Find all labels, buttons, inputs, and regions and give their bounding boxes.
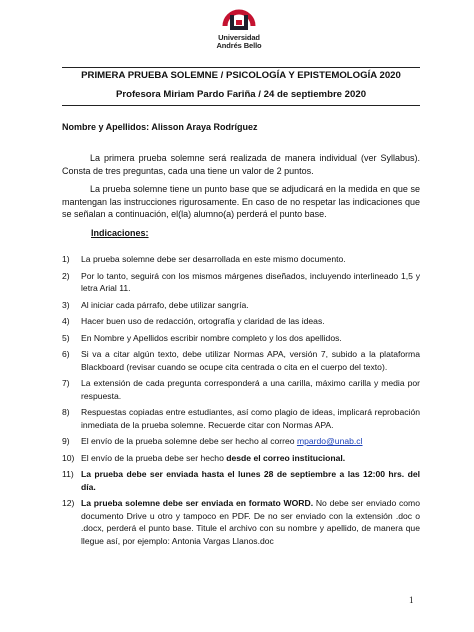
intro-paragraph-2: La prueba solemne tiene un punto base que se adjudicará en la medida en que se mantengan las instrucciones rigurosamente. En caso de no respetar las indicaciones que se señalan a continuación, el(la) alumno(a) perderá el punto base. [62,184,420,219]
list-item [62,332,420,345]
indicaciones-heading [91,228,149,238]
item-number: 5) [62,332,70,343]
item-number: 9) [62,436,70,446]
item-number: 6) [62,349,70,359]
university-logo [206,4,272,54]
list-item [62,377,420,402]
list-item [62,315,420,328]
list-item [62,406,420,431]
unab-shield-icon [221,4,257,34]
email-link[interactable]: mpardo@unab.cl [296,436,363,446]
document-subtitle: Profesora Miriam Pardo Fariña / 24 de septiembre 2020 [115,89,367,100]
indicaciones-title: Indicaciones [91,228,146,238]
list-item [62,299,420,312]
item-text: Hacer buen uso de redacción, ortografía y claridad de las ideas. [81,316,325,326]
item-number: 4) [62,316,70,326]
item-number: 10) [62,452,75,463]
header-bottom-rule [62,105,420,106]
logo-line-1: Universidad [218,33,260,42]
list-item [62,452,420,465]
item-bold-text: desde el correo institucional. [226,452,346,463]
list-item [62,253,420,266]
item-text: Por lo tanto, seguirá con los mismos márgenes diseñados, incluyendo interlineado 1,5 y letra Arial 11. [81,270,420,293]
document-title: PRIMERA PRUEBA SOLEMNE / PSICOLOGÍA Y EPISTEMOLOGÍA 2020 [81,70,401,81]
list-item [62,270,420,295]
list-item [62,348,420,373]
item-number: 7) [62,378,70,388]
item-text: El envío de la prueba solemne debe ser hecho al correo [81,436,297,446]
logo-line-2: Andrés Bello [216,41,262,50]
indicaciones-list [62,253,420,551]
item-bold-text: La prueba solemne debe ser enviada en formato WORD. [81,498,314,508]
item-text: Si va a citar algún texto, debe utilizar Normas APA, versión 7, subido a la plataforma Blackboard (revisar cuando se ocupe cita centrada o cita en el cuerpo del texto). [81,349,420,372]
list-item [62,497,420,547]
item-number: 2) [62,270,70,281]
item-number: 11) [62,469,74,479]
item-text: El envío de la prueba debe ser hecho [81,452,227,463]
indicaciones-colon: : [145,228,149,238]
item-number: 3) [62,299,70,310]
student-name: Nombre y Apellidos: Alisson Araya Rodríguez [62,122,258,132]
item-text: Respuestas copiadas entre estudiantes, así como plagio de ideas, implicará reprobación inmediata de la prueba solemne. Recuerde citar con Normas APA. [81,407,420,430]
page-number: 1 [409,595,414,605]
item-number: 1) [62,254,70,264]
list-item [62,468,420,493]
item-text: En Nombre y Apellidos escribir nombre completo y los dos apellidos. [81,332,342,343]
header-top-rule [62,67,420,68]
item-number: 12) [62,498,75,508]
item-text: La extensión de cada pregunta corresponderá a una carilla, máximo carilla y media por respuesta. [81,378,420,401]
item-text: La prueba solemne debe ser desarrollada en este mismo documento. [81,254,346,264]
item-number: 8) [62,407,70,417]
item-bold-text: La prueba debe ser enviada hasta el lunes 28 de septiembre a las 12:00 hrs. del día. [81,469,420,492]
item-text: No debe ser enviado como documento Drive u otro y tampoco en PDF. De no ser enviado con la extensión .doc o .docx, perderá el punto base. Titule el archivo con su nombre y apellido, de manera que llegue así, por ejemplo: Antonia Vargas Llanos.doc [81,498,420,546]
list-item [62,435,420,448]
item-text: Al iniciar cada párrafo, debe utilizar sangría. [81,299,249,310]
intro-paragraph-1: La primera prueba solemne será realizada de manera individual (ver Syllabus). Consta de tres preguntas, cada una tiene un valor de 2 puntos. [62,153,420,176]
